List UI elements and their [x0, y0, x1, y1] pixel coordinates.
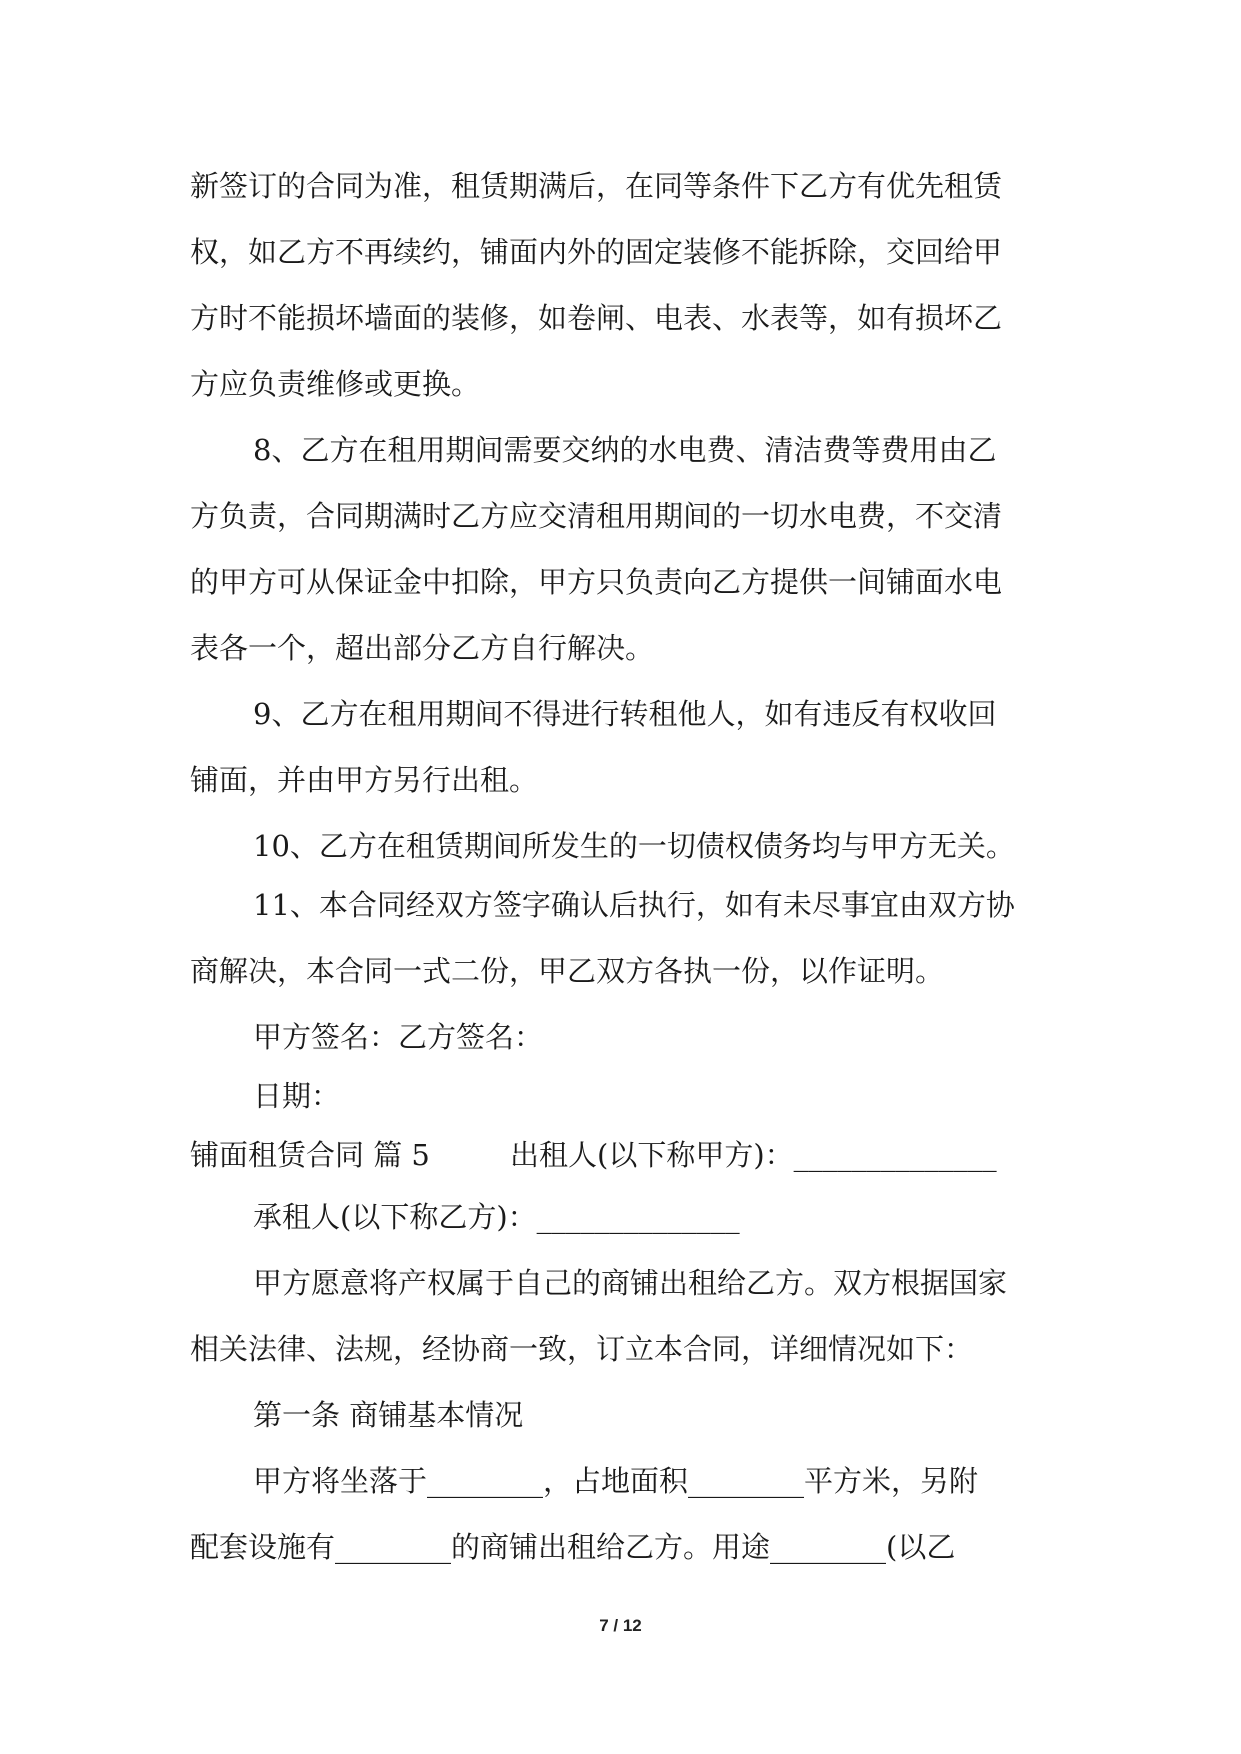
lessee-line: 承租人(以下称乙方)：______________ [253, 1200, 740, 1234]
text-line: 方负责，合同期满时乙方应交清租用期间的一切水电费，不交清 [190, 499, 1003, 533]
text-line: 方应负责维修或更换。 [190, 367, 481, 401]
section-heading-line [190, 1127, 1070, 1189]
signature-line: 甲方签名：乙方签名： [253, 1020, 544, 1054]
clause-10: 10、乙方在租赁期间所发生的一切债权债务均与甲方无关。 [253, 829, 1015, 863]
clause-8: 8、乙方在租用期间需要交纳的水电费、清洁费等费用由乙 [253, 433, 997, 467]
text-line: 甲方愿意将产权属于自己的商铺出租给乙方。双方根据国家 [253, 1266, 1008, 1300]
article-1-heading: 第一条 商铺基本情况 [253, 1398, 524, 1432]
text-line: 相关法律、法规，经协商一致，订立本合同，详细情况如下： [190, 1332, 974, 1366]
page-number: 7 / 12 [599, 1616, 642, 1635]
document-body [190, 158, 1070, 1585]
text-line: 配套设施有________的商铺出租给乙方。用途________(以乙 [190, 1530, 956, 1564]
text-line: 方时不能损坏墙面的装修，如卷闸、电表、水表等，如有损坏乙 [190, 301, 1003, 335]
clause-11: 11、本合同经双方签字确认后执行，如有未尽事宜由双方协 [253, 888, 1015, 922]
text-line: 铺面，并由甲方另行出租。 [190, 763, 539, 797]
section-title: 铺面租赁合同 篇 5 [190, 1138, 430, 1172]
text-line: 甲方将坐落于________，占地面积________平方米，另附 [253, 1464, 979, 1498]
text-line: 的甲方可从保证金中扣除，甲方只负责向乙方提供一间铺面水电 [190, 565, 1003, 599]
lessor-line: 出租人(以下称甲方)：______________ [510, 1138, 997, 1172]
text-line: 表各一个，超出部分乙方自行解决。 [190, 631, 655, 665]
text-line: 新签订的合同为准，租赁期满后，在同等条件下乙方有优先租赁 [190, 169, 1003, 203]
date-line: 日期： [253, 1079, 341, 1113]
clause-9: 9、乙方在租用期间不得进行转租他人，如有违反有权收回 [253, 697, 997, 731]
text-line: 权，如乙方不再续约，铺面内外的固定装修不能拆除，交回给甲 [190, 235, 1003, 269]
text-line: 商解决，本合同一式二份，甲乙双方各执一份，以作证明。 [190, 954, 945, 988]
